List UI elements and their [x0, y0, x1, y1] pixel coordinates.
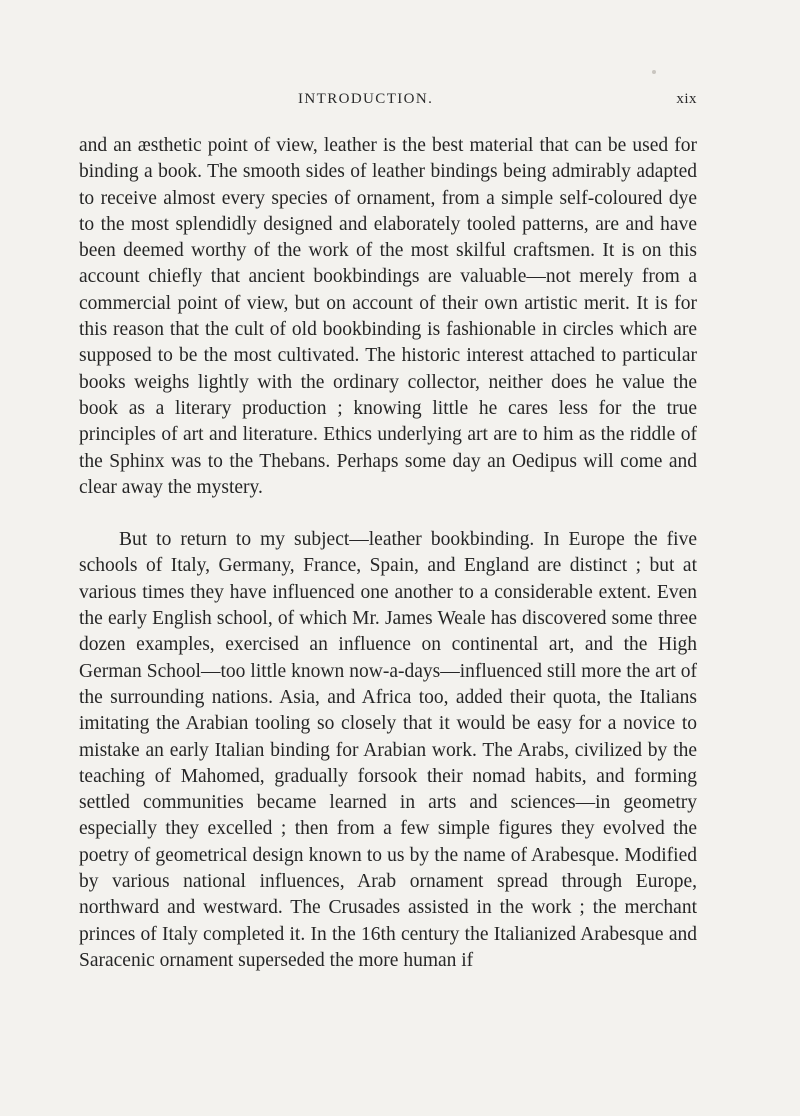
page-number: xix — [676, 91, 697, 107]
paper-speck — [652, 70, 656, 74]
body-text — [79, 133, 697, 974]
running-head-title: INTRODUCTION. — [298, 91, 434, 107]
paragraph-1: and an æsthetic point of view, leather is the best material that can be used for binding a book. The smooth sides of leather bindings being admirably adapted to receive almost every species of ornament, from a simple self-coloured dye to the most splendidly designed and elaborately tooled patterns, are and have been deemed worthy of the work of the most skilful craftsmen. It is on this account chiefly that ancient bookbindings are valuable—not merely from a commercial point of view, but on account of their own artistic merit. It is for this reason that the cult of old bookbinding is fashionable in circles which are supposed to be the most cultivated. The historic interest attached to particular books weighs lightly with the ordinary collector, neither does he value the book as a literary production ; knowing little he cares less for the true principles of art and literature. Ethics underlying art are to him as the riddle of the Sphinx was to the Thebans. Perhaps some day an Oedipus will come and clear away the mystery. — [79, 135, 697, 498]
running-head — [298, 91, 698, 111]
paragraph-2: But to return to my subject—leather bookbinding. In Europe the five schools of Italy, Germany, France, Spain, and England are distinct ; but at various times they have influenced one another to a considerable extent. Even the early English school, of which Mr. James Weale has discovered some three dozen examples, exercised an influence on continental art, and the High German School—too little known now-a-days—influenced still more the art of the surrounding nations. Asia, and Africa too, added their quota, the Italians imitating the Arabian tooling so closely that it would be easy for a novice to mistake an early Italian binding for Arabian work. The Arabs, civilized by the teaching of Mahomed, gradually forsook their nomad habits, and forming settled communities became learned in arts and sciences—in geometry especially they excelled ; then from a few simple figures they evolved the poetry of geometrical design known to us by the name of Arabesque. Modified by various national influences, Arab ornament spread through Europe, northward and westward. The Crusades assisted in the work ; the merchant princes of Italy completed it. In the 16th century the Italianized Arabesque and Saracenic ornament superseded the more human if — [79, 529, 697, 971]
